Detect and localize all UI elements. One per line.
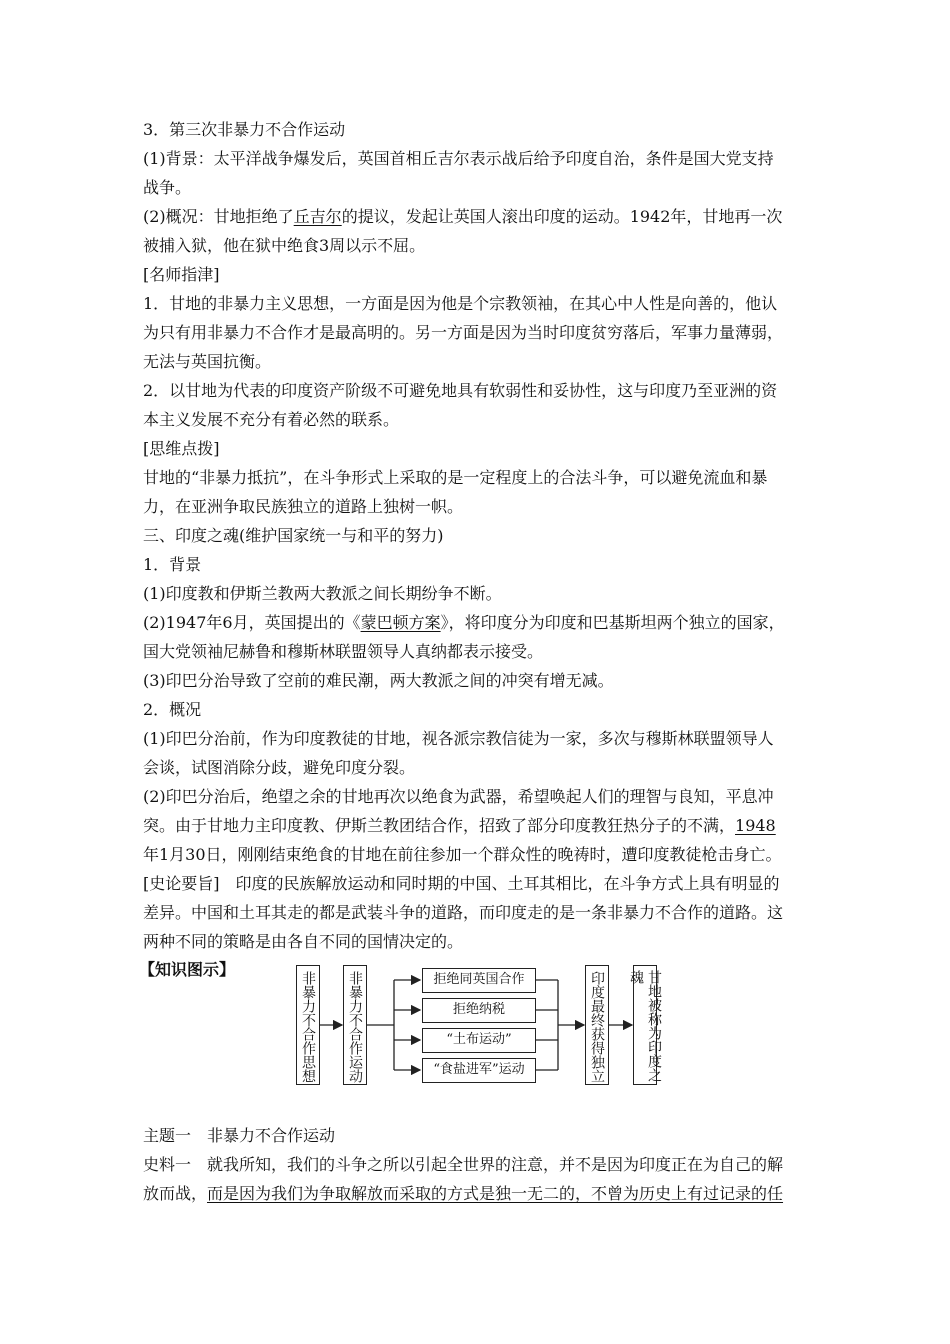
box-nonviolence-thought: 非暴力不合作思想 [296,965,320,1085]
box-refuse-tax: 拒绝纳税 [422,998,536,1023]
underlined-term: 丘吉尔 [293,207,342,226]
text-line: 突。由于甘地力主印度教、伊斯兰教团结合作，招致了部分印度教狂热分子的不满，1948 [143,816,776,835]
text-line: 2．以甘地为代表的印度资产阶级不可避免地具有软弱性和妥协性，这与印度乃至亚洲的资 [143,381,778,400]
text-line: 甘地的“非暴力抵抗”，在斗争形式上采取的是一定程度上的合法斗争，可以避免流血和暴 [143,468,768,487]
text-line: (2)印巴分治后，绝望之余的甘地再次以绝食为武器，希望唤起人们的理智与良知，平息冲 [143,787,774,806]
text-line: 会谈，试图消除分歧，避免印度分裂。 [143,758,416,777]
text-line: 年1月30日，刚刚结束绝食的甘地在前往参加一个群众性的晚祷时，遭印度教徒枪击身亡。 [143,845,782,864]
underlined-quote: 而是因为我们为争取解放而采取的方式是独一无二的，不曾为历史上有过记录的任 [207,1184,784,1203]
underlined-term: 1948 [735,816,776,835]
text-line: 史料一 就我所知，我们的斗争之所以引起全世界的注意，并不是因为印度正在为自己的解 [143,1155,784,1174]
theme-heading: 主题一 非暴力不合作运动 [143,1126,336,1145]
text-line: 力，在亚洲争取民族独立的道路上独树一帜。 [143,497,464,516]
section-3-title: 3．第三次非暴力不合作运动 [143,120,346,139]
box-cloth-movement: “土布运动” [422,1028,536,1053]
text-line: 放而战，而是因为我们为争取解放而采取的方式是独一无二的，不曾为历史上有过记录的任 [143,1184,784,1203]
text-line: 差异。中国和土耳其走的都是武装斗争的道路，而印度走的是一条非暴力不合作的道路。这 [143,903,784,922]
box-refuse-cooperate: 拒绝同英国合作 [422,968,536,993]
text-line: 两种不同的策略是由各自不同的国情决定的。 [143,932,464,951]
text-line: 1．甘地的非暴力主义思想，一方面是因为他是个宗教领袖，在其心中人性是向善的，他认 [143,294,778,313]
text-line: 被捕入狱，他在狱中绝食3周以示不屈。 [143,236,426,255]
text-line: (2)1947年6月，英国提出的《蒙巴顿方案》，将印度分为印度和巴基斯坦两个独立的国家， [143,613,785,632]
text-line: 为只有用非暴力不合作才是最高明的。另一方面是因为当时印度贫穷落后，军事力量薄弱， [143,323,784,342]
box-salt-march: “食盐进军”运动 [422,1058,536,1083]
text-line: (2)概况：甘地拒绝了丘吉尔的提议，发起让英国人滚出印度的运动。1942年，甘地再一次 [143,207,783,226]
note-heading: [思维点拨] [143,439,220,458]
text-line: (1)印度教和伊斯兰教两大教派之间长期纷争不断。 [143,584,502,603]
text-line: 本主义发展不充分有着必然的联系。 [143,410,400,429]
box-independence: 印度最终获得独立 [585,965,609,1085]
section-heading: 三、印度之魂(维护国家统一与和平的努力) [143,526,444,545]
note-heading: [名师指津] [143,265,220,284]
text-line: 战争。 [143,178,192,197]
text-line: (3)印巴分治导致了空前的难民潮，两大教派之间的冲突有增无减。 [143,671,614,690]
text-line: 无法与英国抗衡。 [143,352,272,371]
knowledge-diagram [296,963,662,1087]
underlined-term: 蒙巴顿方案 [360,613,441,632]
text-line: 国大党领袖尼赫鲁和穆斯林联盟领导人真纳都表示接受。 [143,642,544,661]
text-line: [史论要旨] 印度的民族解放运动和同时期的中国、土耳其相比，在斗争方式上具有明显的 [143,874,780,893]
text-line: (1)背景：太平洋战争爆发后，英国首相丘吉尔表示战后给予印度自治，条件是国大党支持 [143,149,774,168]
subsection-heading: 2．概况 [143,700,202,719]
text-line: (1)印巴分治前，作为印度教徒的甘地，视各派宗教信徒为一家，多次与穆斯林联盟领导人 [143,729,774,748]
box-soul-of-india: 甘地被称为印度之魂 [633,965,657,1085]
knowledge-diagram-heading: 【知识图示】 [139,960,236,979]
subsection-heading: 1．背景 [143,555,202,574]
box-nonviolence-movement: 非暴力不合作运动 [343,965,367,1085]
